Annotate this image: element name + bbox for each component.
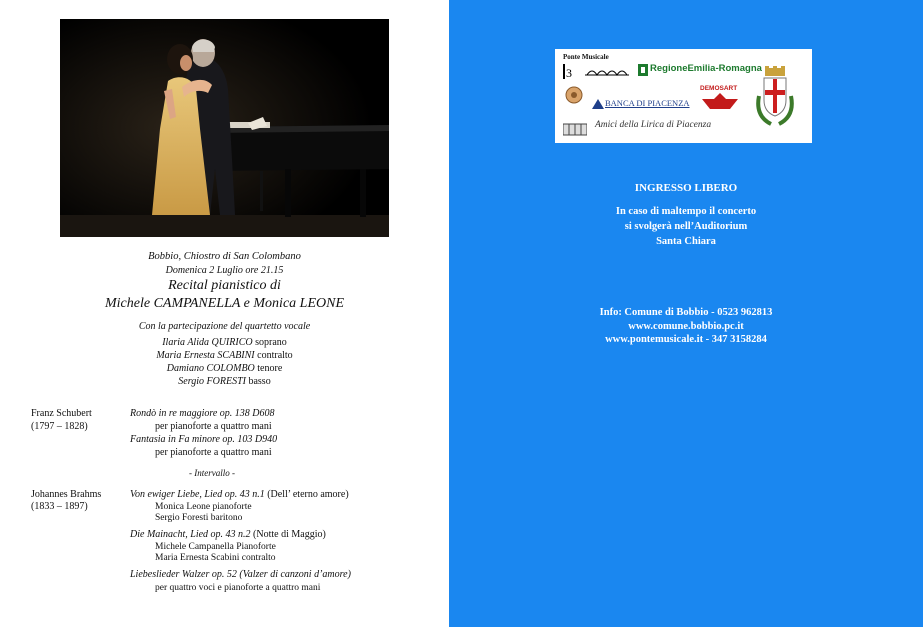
bridge-icon <box>561 61 631 83</box>
books-icon <box>563 121 587 137</box>
paper-boat-icon <box>700 93 740 111</box>
singer-1: Ilaria Alida QUIRICO soprano <box>162 337 287 348</box>
banca-mark-icon <box>592 99 604 109</box>
brahms-work-1-performer-1: Monica Leone pianoforte <box>155 502 252 512</box>
info-website-comune[interactable]: www.comune.bobbio.pc.it <box>628 321 744 332</box>
brahms-work-2-performer-2: Maria Ernesta Scabini contralto <box>155 553 276 563</box>
brahms-years: (1833 – 1897) <box>31 501 88 512</box>
venue-line: Bobbio, Chiostro di San Colombano <box>148 251 301 262</box>
demosart-logo: DEMOSART <box>700 85 740 111</box>
schubert-work-2-detail: per pianoforte a quattro mani <box>155 447 272 458</box>
weather-line-2: si svolgerà nell’Auditorium <box>624 221 748 232</box>
singer-4: Sergio FORESTI basso <box>178 376 271 387</box>
brahms-work-1: Von ewiger Liebe, Lied op. 43 n.1 (Dell’ eterno amore) <box>130 489 349 500</box>
weather-line-3: Santa Chiara <box>656 236 716 247</box>
brahms-work-3: Liebeslieder Walzer op. 52 (Valzer di canzoni d’amore) <box>130 569 351 580</box>
regione-mark-icon <box>638 64 648 76</box>
amici-lirica-logo: Amici della Lirica di Piacenza <box>595 120 712 130</box>
sponsor-logos <box>555 49 812 143</box>
brahms-work-2-performer-1: Michele Campanella Pianoforte <box>155 542 276 552</box>
comune-emblem-icon <box>565 85 583 107</box>
concert-photo <box>60 19 389 237</box>
pianists-embrace-image <box>60 19 389 237</box>
svg-text:3: 3 <box>566 66 572 80</box>
bobbio-coat-of-arms-icon <box>753 66 797 128</box>
banca-logo: BANCA DI PIACENZA <box>592 98 692 110</box>
brahms-work-1-performer-2: Sergio Foresti baritono <box>155 513 243 523</box>
composer-brahms: Johannes Brahms <box>31 489 102 500</box>
schubert-work-1-detail: per pianoforte a quattro mani <box>155 421 272 432</box>
weather-line-1: In caso di maltempo il concerto <box>615 206 757 217</box>
program-page <box>0 0 449 627</box>
info-website-ponte[interactable]: www.pontemusicale.it - 347 3158284 <box>605 334 767 345</box>
composer-schubert: Franz Schubert <box>31 408 92 419</box>
schubert-work-1: Rondò in re maggiore op. 138 D608 <box>130 408 275 419</box>
intermission: - Intervallo - <box>189 468 235 478</box>
brahms-work-2: Die Mainacht, Lied op. 43 n.2 (Notte di Maggio) <box>130 529 326 540</box>
brahms-work-3-detail: per quattro voci e pianoforte a quattro mani <box>155 583 321 593</box>
regione-logo: RegioneEmilia-Romagna <box>638 63 750 77</box>
schubert-work-2: Fantasia in Fa minore op. 103 D940 <box>130 434 278 445</box>
recital-title: Recital pianistico di <box>168 278 281 293</box>
singer-3: Damiano COLOMBO tenore <box>166 363 283 374</box>
info-phone: Info: Comune di Bobbio - 0523 962813 <box>599 307 773 318</box>
date-line: Domenica 2 Luglio ore 21.15 <box>165 265 284 276</box>
schubert-years: (1797 – 1828) <box>31 421 88 432</box>
free-entry: INGRESSO LIBERO <box>634 182 738 194</box>
performers-title: Michele CAMPANELLA e Monica LEONE <box>104 296 344 311</box>
ponte-musicale-logo: Ponte Musicale 3 <box>561 53 631 81</box>
singer-2: Maria Ernesta SCABINI contralto <box>156 350 293 361</box>
participation-line: Con la partecipazione del quartetto vocale <box>138 321 311 332</box>
